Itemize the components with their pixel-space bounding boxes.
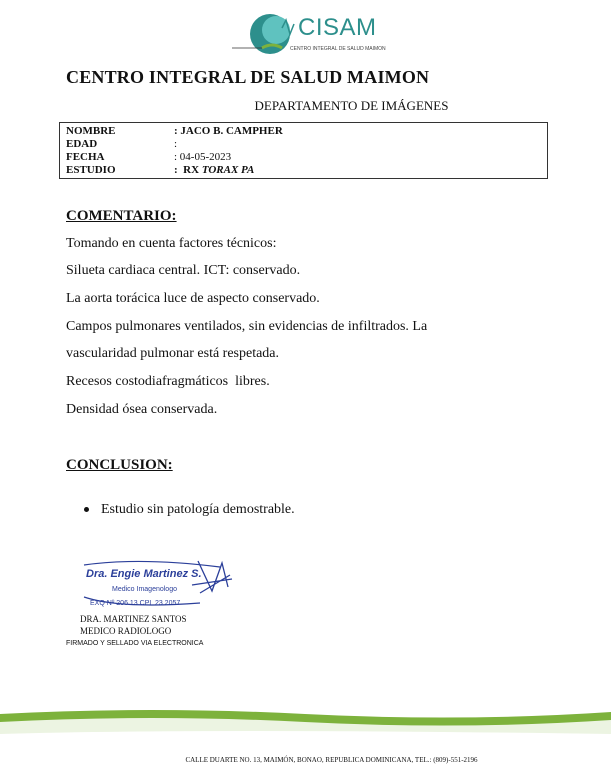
doctor-stamp: [80, 557, 240, 615]
document-title: CENTRO INTEGRAL DE SALUD MAIMON: [66, 67, 430, 87]
logo-text: CISAM: [298, 14, 377, 41]
comentario-line: Recesos costodiafragmáticos libres.: [66, 374, 270, 389]
info-row-edad: [66, 138, 177, 151]
estudio-label: ESTUDIO: [66, 164, 116, 176]
conclusion-item: [84, 502, 295, 518]
nombre-value: : JACO B. CAMPHER: [174, 125, 283, 137]
nombre-label: NOMBRE: [66, 125, 116, 137]
signer-name: DRA. MARTINEZ SANTOS: [80, 614, 187, 624]
logo-mark-icon: [232, 8, 302, 60]
comentario-heading: COMENTARIO:: [66, 208, 177, 224]
department-title: DEPARTAMENTO DE IMÁGENES: [254, 98, 449, 113]
cisam-logo: [232, 8, 386, 60]
comentario-line: vascularidad pulmonar está respetada.: [66, 346, 280, 361]
info-row-fecha: [66, 151, 231, 164]
bullet-icon: [84, 507, 89, 512]
estudio-value: TORAX PA: [201, 164, 255, 176]
footer-address: CALLE DUARTE NO. 13, MAIMÓN, BONAO, REPUBLICA DOMINICANA, TEL.: (809)-551-2196: [185, 756, 478, 764]
conclusion-heading: CONCLUSION:: [66, 457, 173, 473]
info-row-estudio: [66, 164, 254, 177]
conclusion-item-text: Estudio sin patología demostrable.: [101, 502, 295, 517]
edad-label: EDAD: [66, 138, 98, 150]
logo-subtitle: CENTRO INTEGRAL DE SALUD MAIMON: [290, 46, 386, 52]
signer-block: [80, 613, 187, 637]
signer-role: MEDICO RADIOLOGO: [80, 626, 172, 636]
comentario-line: Campos pulmonares ventilados, sin evidencias de infiltrados. La: [66, 319, 428, 334]
stamp-id: EXQ Nº 206 13 CPL 23 2057: [90, 600, 181, 607]
fecha-value: : 04-05-2023: [174, 151, 232, 163]
estudio-prefix: : RX: [174, 164, 202, 176]
patient-info-box: [59, 122, 548, 179]
comentario-line: Tomando en cuenta factores técnicos:: [66, 236, 277, 251]
comentario-line: La aorta torácica luce de aspecto conservado.: [66, 291, 320, 306]
edad-value: :: [174, 138, 178, 150]
comentario-line: Densidad ósea conservada.: [66, 402, 218, 417]
fecha-label: FECHA: [66, 151, 105, 163]
info-row-nombre: [66, 125, 283, 138]
comentario-line: Silueta cardiaca central. ICT: conservado.: [66, 263, 301, 278]
stamp-name: Dra. Engie Martinez S.: [86, 568, 202, 580]
stamp-role: Medico Imagenologo: [112, 586, 177, 593]
signature-footnote: FIRMADO Y SELLADO VIA ELECTRONICA: [66, 640, 204, 647]
